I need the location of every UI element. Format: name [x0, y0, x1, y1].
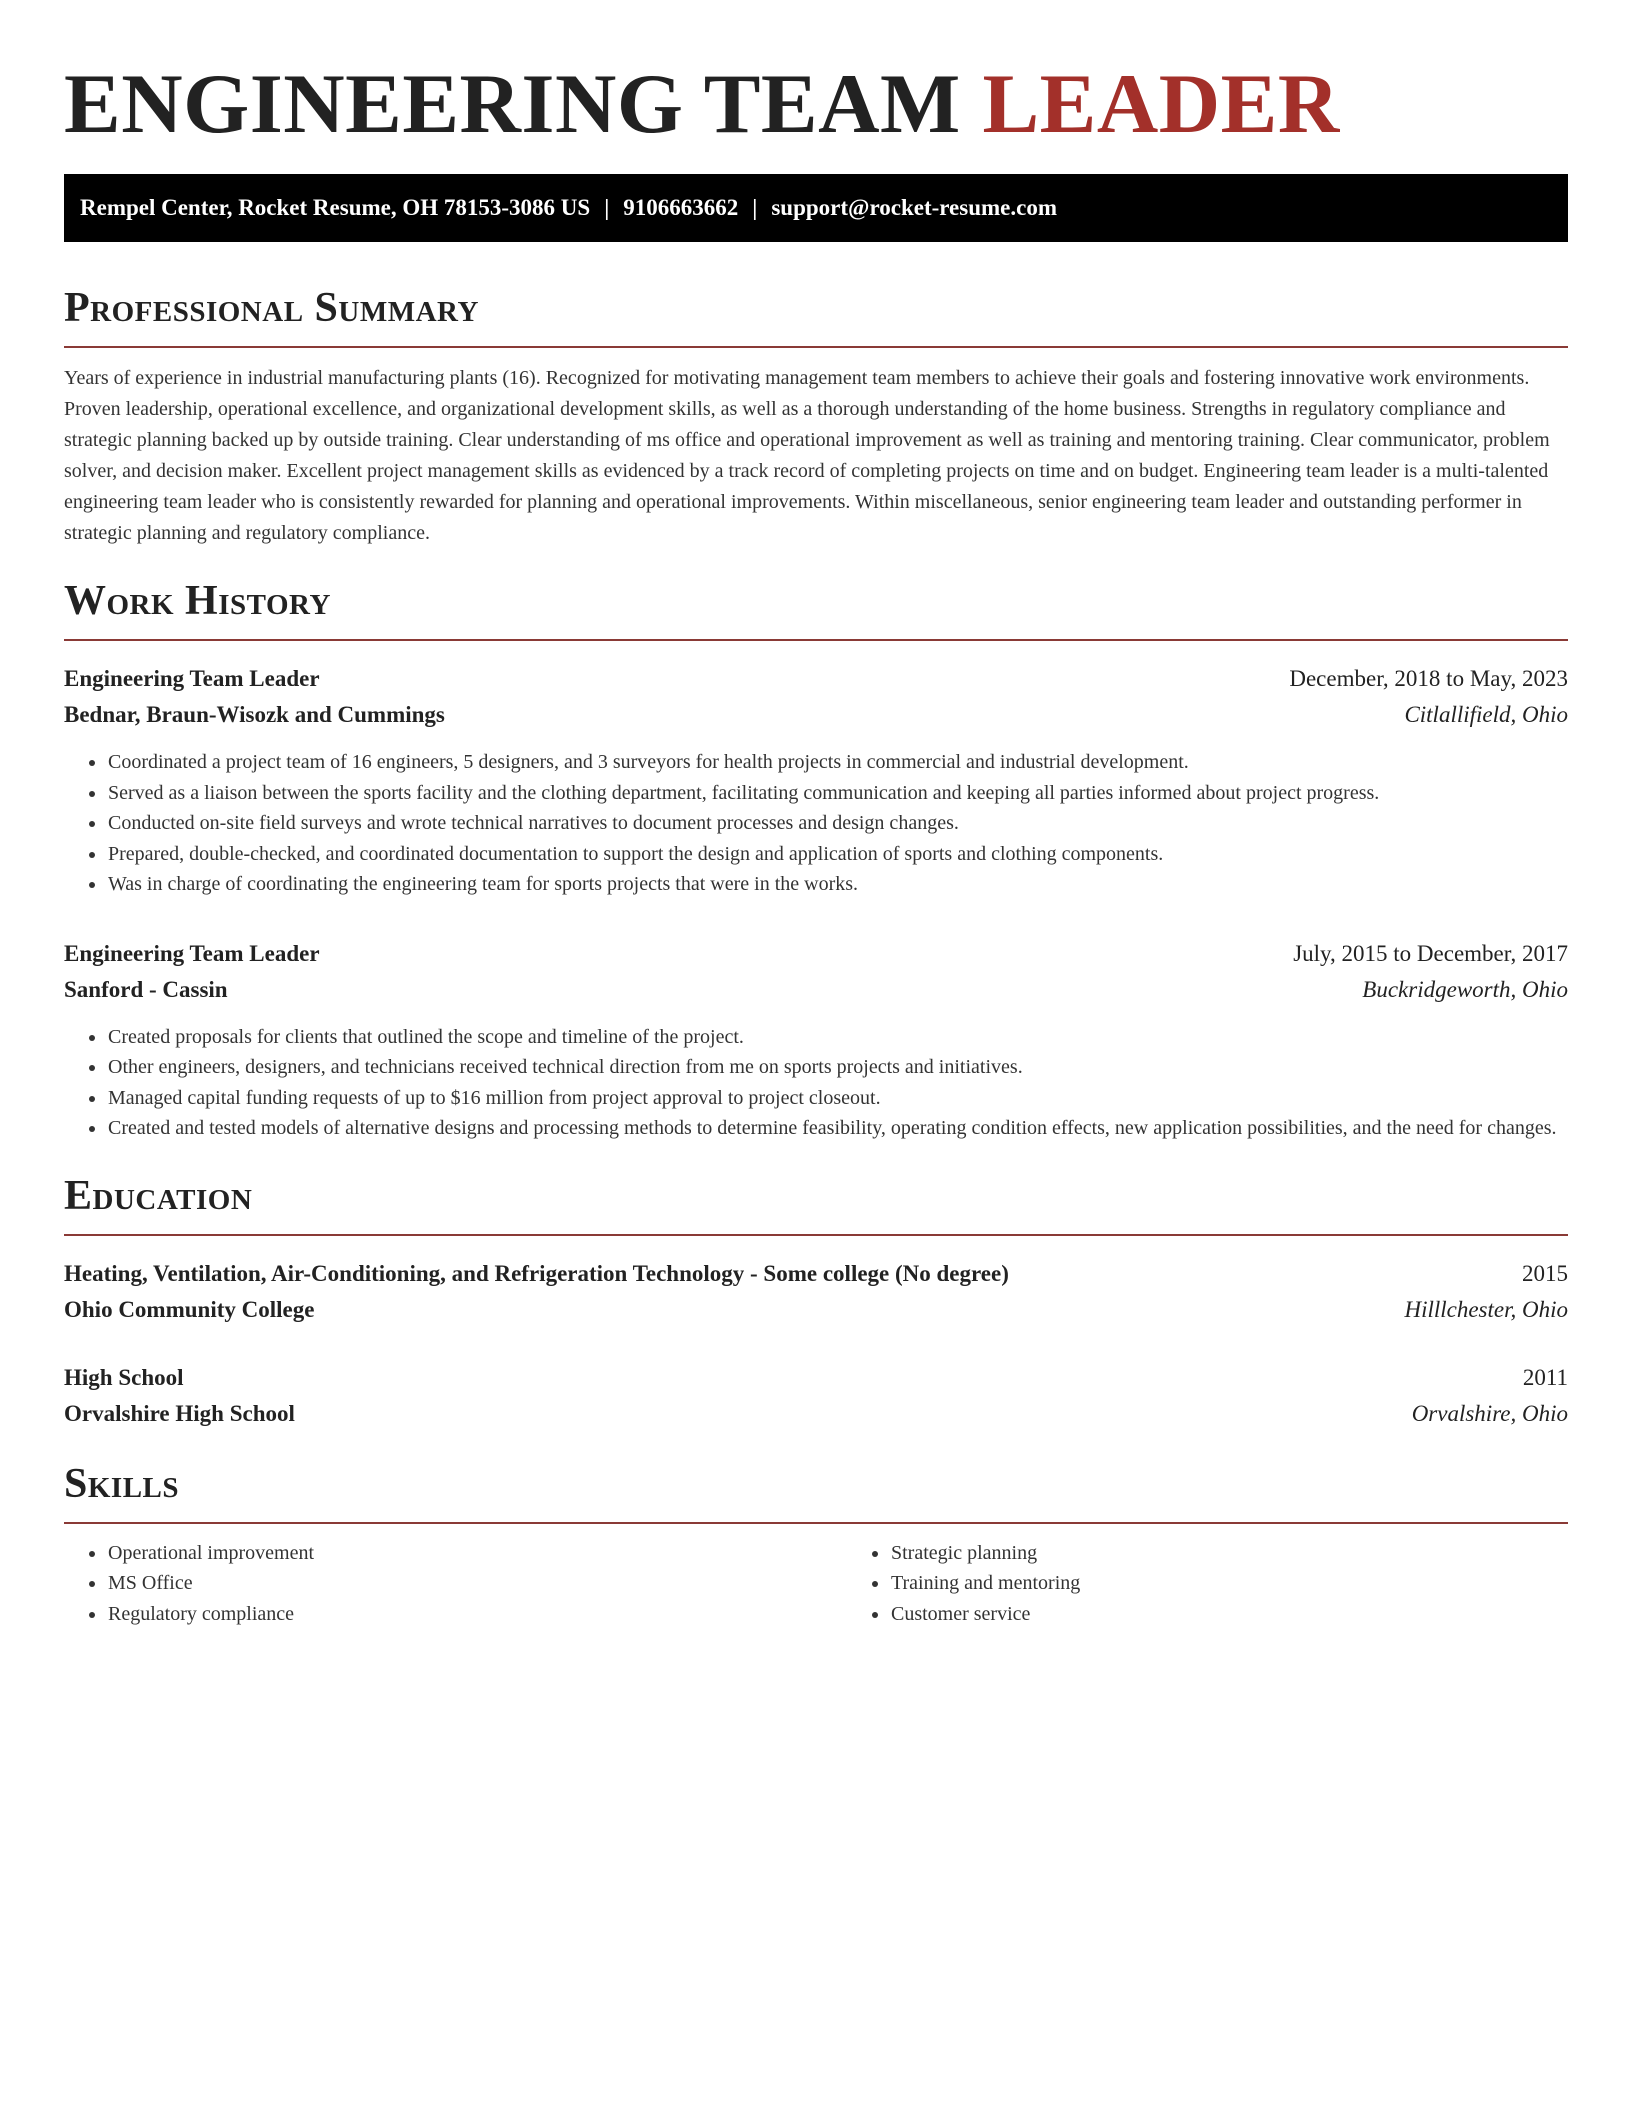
skills-list-left: [64, 1538, 847, 1630]
job-title: Engineering Team Leader: [64, 940, 320, 966]
education-school: Ohio Community College: [64, 1296, 315, 1322]
title-main: ENGINEERING TEAM: [64, 57, 961, 151]
contact-address: Rempel Center, Rocket Resume, OH 78153-3086 US: [80, 195, 591, 220]
list-item: • Managed capital funding requests of up to $16 million from project approval to project closeout.: [107, 1083, 1568, 1114]
contact-phone: 9106663662: [623, 195, 739, 220]
resume-title: [64, 54, 1568, 154]
education-header-row: [64, 1360, 1568, 1396]
work-history-section: [64, 579, 1568, 1144]
section-divider: [64, 1522, 1568, 1524]
list-item: • Created and tested models of alternative designs and processing methods to determine feasibility, operating condition effects, new application possibilities, and the need for changes.: [107, 1113, 1568, 1144]
job-title: Engineering Team Leader: [64, 666, 320, 691]
job-header-row: [64, 936, 1568, 972]
skills-heading: Skills: [64, 1460, 180, 1507]
job-company-row: [64, 697, 1568, 733]
education-header-row: [64, 1256, 1568, 1292]
job-company-row: [64, 972, 1568, 1008]
education-degree: Heating, Ventilation, Air-Conditioning, and Refrigeration Technology - Some college (No degree): [64, 1260, 1009, 1286]
section-divider: [64, 1234, 1568, 1236]
skills-list-right: [847, 1538, 1630, 1630]
job-company: Bednar, Braun-Wisozk and Cummings: [64, 702, 445, 727]
education-location: Hilllchester, Ohio: [1404, 1296, 1568, 1322]
job-entry: [64, 936, 1568, 1144]
job-location: Citlallifield, Ohio: [1404, 702, 1568, 727]
skill-item: • Customer service: [890, 1599, 1630, 1630]
summary-section: [64, 286, 1568, 549]
skills-columns: [64, 1538, 1568, 1630]
job-entry: [64, 661, 1568, 900]
skills-section: [64, 1462, 1568, 1630]
list-item: • Was in charge of coordinating the engineering team for sports projects that were in the works.: [107, 869, 1568, 900]
skill-item: • MS Office: [107, 1568, 847, 1599]
education-school-row: [64, 1292, 1568, 1328]
list-item: • Conducted on-site field surveys and wrote technical narratives to document processes and design changes.: [107, 808, 1568, 839]
summary-heading: Professional Summary: [64, 285, 479, 331]
education-location: Orvalshire, Ohio: [1411, 1400, 1568, 1426]
list-item: • Served as a liaison between the sports facility and the clothing department, facilitating communication and keeping all parties informed about project progress.: [107, 778, 1568, 809]
education-heading: Education: [64, 1172, 253, 1219]
education-section: [64, 1174, 1568, 1432]
list-item: • Created proposals for clients that outlined the scope and timeline of the project.: [107, 1022, 1568, 1053]
skill-item: • Operational improvement: [107, 1538, 847, 1569]
title-accent: LEADER: [982, 57, 1340, 151]
summary-text: Years of experience in industrial manufacturing plants (16). Recognized for motivating management team members to achieve their goals and fostering innovative work environments. Proven leadership, operational excellence, and organizational development skills, as well as a thorough understanding of the home business. Strengths in regulatory compliance and strategic planning backed up by outside training. Clear understanding of ms office and operational improvement as well as training and mentoring training. Clear communicator, problem solver, and decision maker. Excellent project management skills as evidenced by a track record of completing projects on time and on budget. Engineering team leader is a multi-talented engineering team leader who is consistently rewarded for planning and operational improvements. Within miscellaneous, senior engineering team leader and outstanding performer in strategic planning and regulatory compliance.: [64, 367, 1550, 544]
contact-separator: |: [752, 195, 758, 220]
education-degree: High School: [64, 1364, 184, 1390]
contact-email: support@rocket-resume.com: [771, 195, 1057, 220]
job-company: Sanford - Cassin: [64, 976, 228, 1002]
skill-item: • Regulatory compliance: [107, 1599, 847, 1630]
job-bullets: [64, 1022, 1568, 1144]
contact-separator: |: [604, 195, 610, 220]
job-bullets: [64, 747, 1568, 900]
skill-item: • Strategic planning: [890, 1538, 1630, 1569]
work-history-heading: Work History: [64, 578, 331, 624]
skill-item: • Training and mentoring: [890, 1568, 1630, 1599]
list-item: • Coordinated a project team of 16 engineers, 5 designers, and 3 surveyors for health projects in commercial and industrial development.: [107, 747, 1568, 778]
list-item: • Other engineers, designers, and technicians received technical direction from me on sports projects and initiatives.: [107, 1052, 1568, 1083]
education-entry: [64, 1256, 1568, 1328]
contact-bar: [64, 174, 1568, 242]
job-location: Buckridgeworth, Ohio: [1362, 976, 1568, 1002]
education-school: Orvalshire High School: [64, 1400, 295, 1426]
section-divider: [64, 639, 1568, 641]
education-year: 2015: [1522, 1260, 1568, 1286]
job-dates: December, 2018 to May, 2023: [1289, 666, 1568, 691]
job-dates: July, 2015 to December, 2017: [1293, 940, 1568, 966]
section-divider: [64, 346, 1568, 348]
job-header-row: [64, 661, 1568, 697]
education-entry: [64, 1360, 1568, 1432]
education-school-row: [64, 1396, 1568, 1432]
education-year: 2011: [1522, 1364, 1568, 1390]
list-item: • Prepared, double-checked, and coordinated documentation to support the design and application of sports and clothing components.: [107, 839, 1568, 870]
